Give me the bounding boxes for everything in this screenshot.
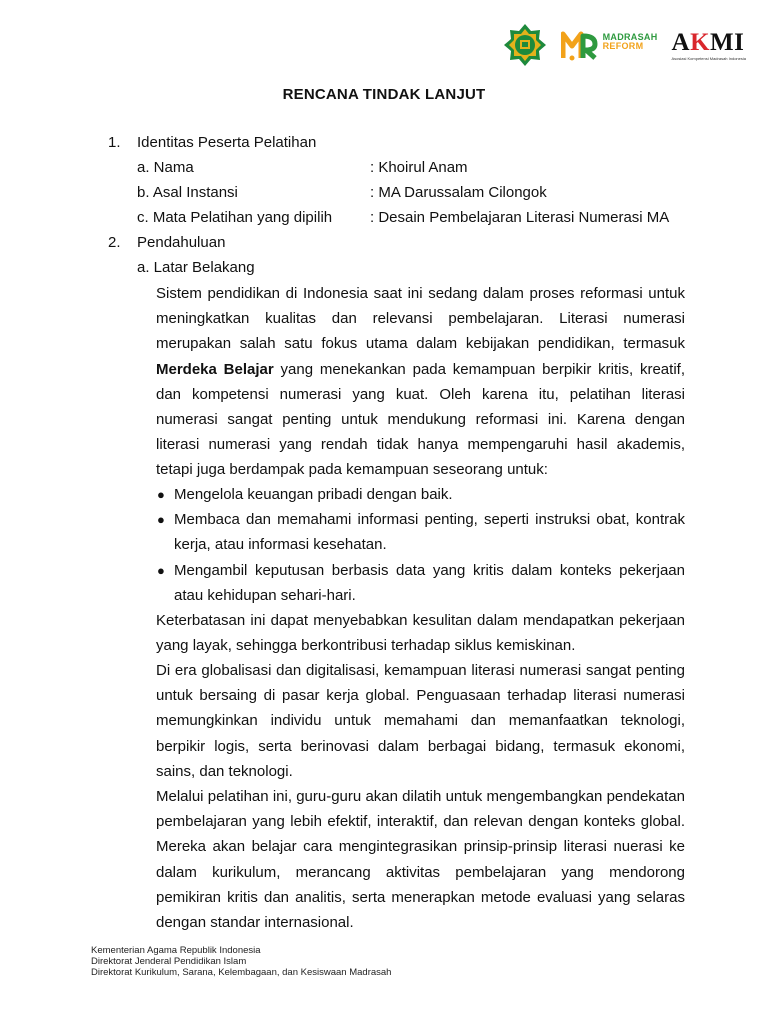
paragraph-limitations: Keterbatasan ini dapat menyebabkan kesulitan dalam mendapatkan pekerjaan yang layak, sehingga berkontribusi terhadap siklus kemiskinan. [156, 612, 685, 655]
identity-label-institution: b. Asal Instansi [137, 184, 238, 201]
section1-number: 1. [108, 134, 121, 151]
header-logos [503, 20, 746, 70]
identity-label-course: c. Mata Pelatihan yang dipilih [137, 209, 333, 226]
paragraph-background-text-1: Sistem pendidikan di Indonesia saat ini sedang dalam proses reformasi untuk meningkatkan kualitas dan relevansi pembelajaran. Literasi numerasi merupakan salah satu fokus utama dalam kebijakan pendidikan, termasuk [156, 285, 685, 353]
madrasah-reform-line1: MADRASAH [602, 31, 658, 42]
paragraph-training: Melalui pelatihan ini, guru-guru akan dilatih untuk mengembangkan pendekatan pembelajaran yang lebih efektif, interaktif, dan relevan dengan konteks global. Mereka akan belajar cara mengintegrasikan prinsip-prinsip literasi nuerasi ke dalam kurikulum, merancang aktivitas pembelajaran yang mendorong pemikiran kritis dan analitis, serta menerapkan metode evaluasi yang selaras dengan standar internasional. [156, 788, 685, 932]
akmi-wordmark-k: K [690, 28, 711, 56]
madrasah-reform-line2: REFORM [602, 40, 644, 51]
identity-value-course: : Desain Pembelajaran Literasi Numerasi MA [370, 209, 670, 226]
section2-heading: Pendahuluan [137, 234, 226, 251]
list-item [156, 482, 685, 507]
paragraph-background-text-2: yang menekankan pada kemampuan berpikir kritis, kreatif, dan kompetensi numerasi yang kuat. Oleh karena itu, pelatihan literasi numerasi sangat penting untuk mendukung reformasi ini. Karena dengan literasi numerasi yang rendah tidak hanya mempengaruhi hasil akademis, tetapi juga berdampak pada kemampuan seseorang untuk: [156, 360, 685, 479]
paragraph-background [156, 281, 685, 483]
akmi-tagline: Asosiasi Kompetensi Madrasah Indonesia [671, 55, 746, 61]
akmi-logo [672, 30, 747, 61]
madrasah-reform-logo [561, 28, 658, 62]
merdeka-belajar-term: Merdeka Belajar [156, 360, 274, 378]
section1-heading: Identitas Peserta Pelatihan [137, 134, 317, 151]
impact-bullet-list [156, 482, 685, 608]
section2-number: 2. [108, 234, 121, 251]
madrasah-reform-mark-icon [561, 28, 599, 62]
list-item [156, 558, 685, 608]
footer [91, 945, 391, 978]
bullet-text: Membaca dan memahami informasi penting, seperti instruksi obat, kontrak kerja, atau informasi kesehatan. [174, 511, 685, 554]
bullet-icon: ● [157, 487, 165, 502]
section2-subheading: a. Latar Belakang [137, 259, 255, 276]
bullet-text: Mengelola keuangan pribadi dengan baik. [174, 486, 453, 503]
kemenag-logo-icon [503, 23, 547, 67]
footer-line-directorate-general: Direktorat Jenderal Pendidikan Islam [91, 956, 247, 967]
list-item [156, 507, 685, 557]
madrasah-reform-fineprint [603, 52, 649, 58]
paragraph-globalization: Di era globalisasi dan digitalisasi, kemampuan literasi numerasi sangat penting untuk bersaing di pasar kerja global. Penguasaan terhadap literasi numerasi memungkinkan individu untuk memahami dan memanfaatkan teknologi, berpikir logis, serta berinovasi dalam berbagai bidang, termasuk ekonomi, sains, dan teknologi. [156, 662, 685, 780]
identity-value-institution: : MA Darussalam Cilongok [370, 184, 547, 201]
document-title: RENCANA TINDAK LANJUT [282, 86, 486, 103]
bullet-icon: ● [157, 512, 165, 528]
identity-value-name: : Khoirul Anam [370, 159, 468, 176]
akmi-wordmark: AKMI [671, 28, 745, 56]
identity-label-name: a. Nama [137, 159, 194, 176]
bullet-text: Mengambil keputusan berbasis data yang kritis dalam konteks pekerjaan atau kehidupan sehari-hari. [174, 561, 685, 604]
footer-line-directorate: Direktorat Kurikulum, Sarana, Kelembagaan, dan Kesiswaan Madrasah [91, 967, 392, 978]
footer-line-ministry: Kementerian Agama Republik Indonesia [91, 945, 261, 956]
bullet-icon: ● [157, 562, 165, 578]
